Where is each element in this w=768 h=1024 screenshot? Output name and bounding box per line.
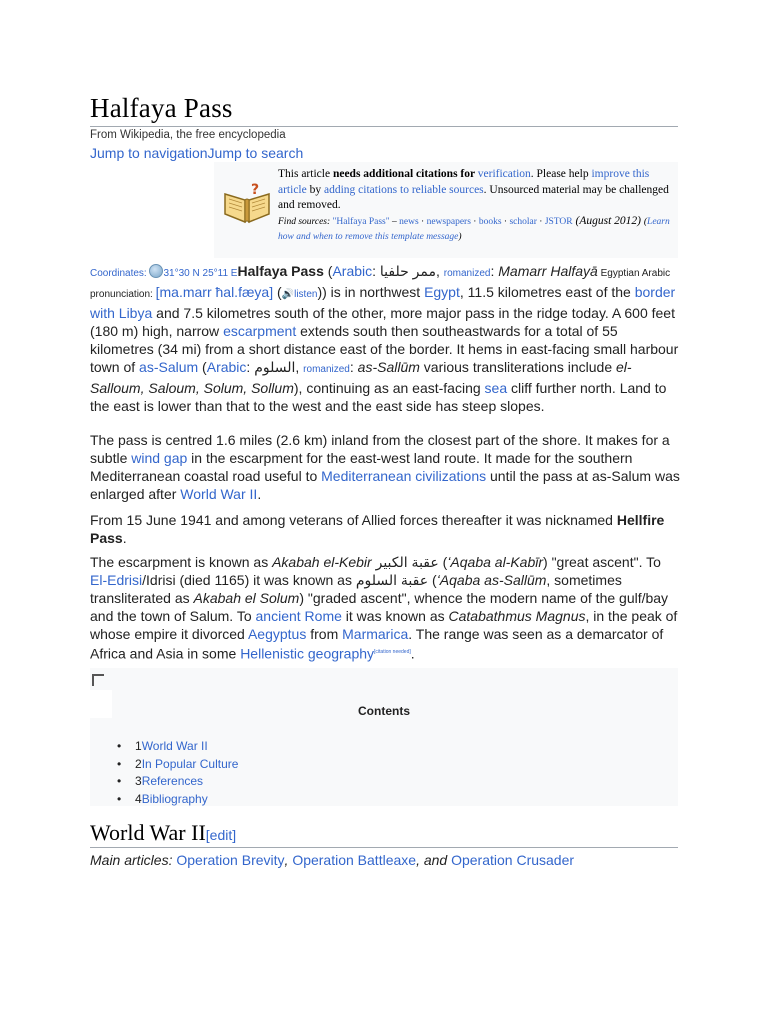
edit-section-link[interactable]: [edit] [205, 827, 237, 843]
aegyptus-link[interactable]: Aegyptus [247, 626, 307, 642]
speaker-icon[interactable]: 🔊 [281, 289, 295, 300]
toc-link-popular-culture[interactable]: In Popular Culture [141, 756, 239, 771]
find-sources-query-link[interactable]: "Halfaya Pass" [332, 216, 390, 227]
adding-citations-link[interactable]: adding citations to reliable sources [323, 183, 484, 196]
romanized-link-2[interactable]: romanized [303, 364, 350, 375]
find-sources-news-link[interactable]: news [399, 216, 419, 227]
jump-to-search-link[interactable]: Jump to search [207, 145, 304, 161]
egypt-link[interactable]: Egypt [424, 284, 460, 300]
find-sources-jstor-link[interactable]: JSTOR [544, 216, 573, 227]
paragraph-intro: Coordinates: 31°30 N 25°11 EHalfaya Pass (Arabic: ممر حلفيا, romanized: Mamarr Halfayā Egyptian Arabic pronunciation: [ma.marr ħal.fæya] (🔊listen)) is in northwest Egypt, 11.5 kilometres east of the border with Libya and 7.5 kilometres south of the other, more major pass in the ridge today. A 600 feet (180 m) high, narrow escarpment extends south then southeastwards for a total of 55 kilometres (34 mi) from a short distance east of the border. It hems in east-facing small harbour town of as-Salum (Arabic: السلوم, romanized: as-Sallūm various transliterations include el-Salloum, Saloum, Solum, Sollum), continuing as an east-facing sea cliff further north. Land to the east is lower than that to the west and the east side has steep slopes. [90, 263, 679, 414]
romanized-link[interactable]: romanized [443, 268, 491, 279]
operation-brevity-link[interactable]: Operation Brevity [176, 852, 285, 868]
jump-links [90, 145, 303, 161]
find-sources-newspapers-link[interactable]: newspapers [426, 216, 471, 227]
svg-text:?: ? [251, 182, 260, 198]
toc-item[interactable]: • 3References [117, 773, 238, 791]
toc-item[interactable]: • 2In Popular Culture [117, 756, 238, 774]
title-divider [90, 126, 678, 127]
el-edrisi-link[interactable]: El-Edrisi [90, 572, 143, 588]
globe-icon[interactable] [149, 264, 163, 278]
main-articles-hatnote: Main articles: Operation Brevity, Operation Battleaxe, and Operation Crusader [90, 852, 575, 868]
toc-link-references[interactable]: References [141, 774, 204, 788]
arabic-link-2[interactable]: Arabic [206, 359, 247, 375]
toc-link-bibliography[interactable]: Bibliography [141, 791, 208, 806]
paragraph-3: From 15 June 1941 and among veterans of Allied forces thereafter it was nicknamed Hellfire Pass. [90, 512, 665, 546]
ipa-pronunciation-link[interactable]: [ma.marr ħal.fæya] [155, 284, 274, 300]
book-question-icon [221, 180, 273, 224]
table-of-contents [90, 668, 678, 806]
toc-item[interactable]: • 1World War II [117, 738, 238, 756]
toc-link-world-war-ii[interactable]: World War II [141, 739, 208, 753]
listen-link[interactable]: listen [294, 289, 318, 300]
world-war-ii-link[interactable]: World War II [180, 486, 258, 502]
jump-to-navigation-link[interactable]: Jump to navigation [90, 145, 208, 161]
sea-link[interactable]: sea [484, 380, 508, 396]
section-divider [90, 847, 678, 848]
citation-notice-box [214, 162, 678, 258]
ancient-rome-link[interactable]: ancient Rome [255, 608, 342, 624]
verification-link[interactable]: verification [477, 168, 531, 180]
paragraph-4: The escarpment is known as Akabah el-Kebir عقبة الكبير (ʻAqaba al-Kabīr) "great ascent". To El-Edrisi/Idrisi (died 1165) it was known as عقبة السلوم (ʻAqaba as-Sallūm, sometimes transliterated as Akabah el Solum) "graded ascent", whence the modern name of the gulf/bay and the town of Salum. To ancient Rome it was known as Catabathmus Magnus, in the peak of whose empire it divorced Aegyptus from Marmarica. The range was seen as a demarcator of Africa and Asia in some Hellenistic geography[citation needed]. [90, 554, 678, 662]
find-sources-books-link[interactable]: books [478, 216, 502, 227]
wind-gap-link[interactable]: wind gap [131, 450, 188, 466]
citation-needed-link[interactable]: [citation needed] [374, 649, 411, 655]
page-title: Halfaya Pass [90, 93, 233, 123]
coordinates-link[interactable]: Coordinates: [90, 268, 150, 279]
section-heading-world-war-ii: World War II[edit] [90, 820, 237, 845]
marmarica-link[interactable]: Marmarica [342, 626, 409, 642]
mediterranean-civilizations-link[interactable]: Mediterranean civilizations [321, 468, 487, 484]
toc-title: Contents [358, 704, 410, 718]
toc-toggle-checkbox[interactable] [92, 674, 104, 686]
arabic-link[interactable]: Arabic [332, 263, 373, 279]
find-sources-scholar-link[interactable]: scholar [509, 216, 537, 227]
remove-template-message-link[interactable]: Learn how and when to remove this template message [278, 216, 670, 242]
as-salum-link[interactable]: as-Salum [139, 359, 199, 375]
hellenistic-geography-link[interactable]: Hellenistic geography [240, 645, 375, 662]
toc-list [117, 738, 238, 808]
operation-crusader-link[interactable]: Operation Crusader [451, 852, 575, 868]
improve-article-link[interactable]: improve this article [278, 168, 650, 196]
coordinates-value-link[interactable]: 31°30 N 25°11 E [163, 268, 238, 279]
toc-item[interactable]: • 4Bibliography [117, 791, 238, 809]
escarpment-link[interactable]: escarpment [223, 323, 297, 339]
site-tagline: From Wikipedia, the free encyclopedia [90, 129, 286, 141]
citation-notice-text: This article needs additional citations for verification. Please help improve this article by adding citations to reliable sources. Unsourced material may be challenged and removed. Find sources: "Halfaya Pass" – news · newspapers · books · scholar · JSTOR (August 2012) (Learn how and when to remove this template message) [278, 168, 670, 242]
paragraph-2: The pass is centred 1.6 miles (2.6 km) inland from the closest part of the shore. It makes for a subtle wind gap in the escarpment for the east-west land route. It made for the southern Mediterranean coastal road useful to Mediterranean civilizations until the pass at as-Salum was enlarged after World War II. [90, 432, 680, 502]
border-libya-link[interactable]: border with Libya [90, 284, 676, 321]
operation-battleaxe-link[interactable]: Operation Battleaxe [292, 852, 417, 868]
